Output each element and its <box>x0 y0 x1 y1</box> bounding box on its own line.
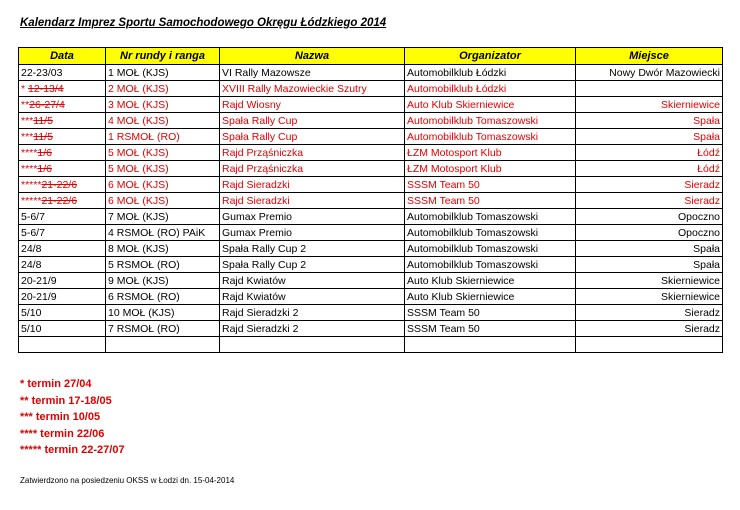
cell-place: Spała <box>576 257 723 273</box>
cell-organizer: SSSM Team 50 <box>405 177 576 193</box>
cell-round: 10 MOŁ (KJS) <box>106 305 220 321</box>
cell-round: 7 RSMOŁ (RO) <box>106 321 220 337</box>
table-row <box>19 81 723 97</box>
cell-organizer: Automobilklub Tomaszowski <box>405 241 576 257</box>
table-row <box>19 225 723 241</box>
date-footnote-marker: ***** <box>21 194 42 207</box>
cell-organizer: SSSM Team 50 <box>405 305 576 321</box>
cell-round: 1 MOŁ (KJS) <box>106 65 220 81</box>
cell-date <box>19 81 106 97</box>
cell-name: Rajd Sieradzki <box>220 193 405 209</box>
cell-date <box>19 113 106 129</box>
legend-item: *** termin 10/05 <box>20 411 101 423</box>
cell-date <box>19 273 106 289</box>
cell-place: Sieradz <box>576 193 723 209</box>
date-footnote-marker: **** <box>21 146 38 159</box>
cell-round: 2 MOŁ (KJS) <box>106 81 220 97</box>
cell-name: Rajd Sieradzki 2 <box>220 305 405 321</box>
legend-item: ***** termin 22-27/07 <box>20 444 125 456</box>
cell-round: 7 MOŁ (KJS) <box>106 209 220 225</box>
cell-place: Opoczno <box>576 225 723 241</box>
approval-note: Zatwierdzono na posiedzeniu OKSS w Łodzi dn. 15-04-2014 <box>20 476 235 485</box>
cell-place: Łódź <box>576 145 723 161</box>
cell-name: Rajd Prząśniczka <box>220 145 405 161</box>
cell-name: Rajd Sieradzki <box>220 177 405 193</box>
cell-name: VI Rally Mazowsze <box>220 65 405 81</box>
cell-place: Sieradz <box>576 321 723 337</box>
empty-row <box>19 337 723 353</box>
empty-cell <box>576 337 723 353</box>
cell-place: Spała <box>576 129 723 145</box>
header-name: Nazwa <box>220 48 405 65</box>
date-value: 24/8 <box>21 258 42 271</box>
cell-organizer: Automobilklub Tomaszowski <box>405 209 576 225</box>
empty-cell <box>405 337 576 353</box>
cell-round: 6 MOŁ (KJS) <box>106 193 220 209</box>
table-row <box>19 241 723 257</box>
cell-organizer: ŁZM Motosport Klub <box>405 161 576 177</box>
date-value: 5-6/7 <box>21 226 45 239</box>
cell-organizer: Automobilklub Łódzki <box>405 81 576 97</box>
cell-organizer: Automobilklub Łódzki <box>405 65 576 81</box>
date-footnote-marker: *** <box>21 130 34 143</box>
cell-place: Sieradz <box>576 305 723 321</box>
cell-organizer: SSSM Team 50 <box>405 321 576 337</box>
date-value: 11/5 <box>33 130 53 143</box>
cell-date <box>19 193 106 209</box>
cell-round: 5 MOŁ (KJS) <box>106 145 220 161</box>
cell-place: Spała <box>576 241 723 257</box>
cell-round: 6 MOŁ (KJS) <box>106 177 220 193</box>
cell-name: Rajd Kwiatów <box>220 273 405 289</box>
cell-date <box>19 145 106 161</box>
cell-date <box>19 257 106 273</box>
cell-organizer: SSSM Team 50 <box>405 193 576 209</box>
date-value: 24/8 <box>21 242 42 255</box>
date-value: 12-13/4 <box>28 82 64 95</box>
cell-round: 4 MOŁ (KJS) <box>106 113 220 129</box>
cell-name: Rajd Sieradzki 2 <box>220 321 405 337</box>
cell-organizer: Automobilklub Tomaszowski <box>405 129 576 145</box>
date-value: 1/6 <box>37 162 52 175</box>
date-value: 26-27/4 <box>29 98 65 111</box>
cell-date <box>19 161 106 177</box>
legend-item: ** termin 17-18/05 <box>20 394 112 407</box>
date-value: 5/10 <box>21 306 42 319</box>
cell-round: 1 RSMOŁ (RO) <box>106 129 220 145</box>
date-footnote-marker: ** <box>21 98 30 111</box>
cell-name: Spała Rally Cup 2 <box>220 257 405 273</box>
legend-item: **** termin 22/06 <box>20 427 105 440</box>
table-row <box>19 289 723 305</box>
cell-round: 5 MOŁ (KJS) <box>106 161 220 177</box>
table-row <box>19 305 723 321</box>
table-row <box>19 129 723 145</box>
cell-round: 6 RSMOŁ (RO) <box>106 289 220 305</box>
cell-date <box>19 305 106 321</box>
table-row <box>19 321 723 337</box>
cell-round: 4 RSMOŁ (RO) PAiK <box>106 225 220 241</box>
cell-place: Spała <box>576 113 723 129</box>
cell-place: Łódź <box>576 161 723 177</box>
cell-name: Spała Rally Cup <box>220 129 405 145</box>
date-value: 21-22/6 <box>41 194 78 207</box>
cell-date <box>19 321 106 337</box>
cell-name: Spała Rally Cup <box>220 113 405 129</box>
cell-round: 9 MOŁ (KJS) <box>106 273 220 289</box>
cell-date <box>19 177 106 193</box>
header-date: Data <box>19 48 106 65</box>
cell-organizer: ŁZM Motosport Klub <box>405 145 576 161</box>
table-row <box>19 273 723 289</box>
table-row <box>19 193 723 209</box>
cell-round: 5 RSMOŁ (RO) <box>106 257 220 273</box>
table-row <box>19 113 723 129</box>
table-row <box>19 257 723 273</box>
cell-organizer: Auto Klub Skierniewice <box>405 289 576 305</box>
date-value: 11/5 <box>33 114 53 127</box>
table-row <box>19 97 723 113</box>
date-footnote-marker: *** <box>21 114 34 127</box>
table-header-row <box>19 48 723 65</box>
cell-place: Nowy Dwór Mazowiecki <box>576 65 723 81</box>
table-row <box>19 209 723 225</box>
empty-cell <box>220 337 405 353</box>
cell-name: Rajd Prząśniczka <box>220 161 405 177</box>
footnote-legend <box>20 376 125 459</box>
date-value: 5-6/7 <box>21 210 45 223</box>
cell-place: Sieradz <box>576 177 723 193</box>
cell-name: Spała Rally Cup 2 <box>220 241 405 257</box>
cell-name: XVIII Rally Mazowieckie Szutry <box>220 81 405 97</box>
document-title: Kalendarz Imprez Sportu Samochodowego Okręgu Łódzkiego 2014 <box>20 17 387 29</box>
header-place: Miejsce <box>576 48 723 65</box>
calendar-table <box>18 47 723 353</box>
cell-date <box>19 241 106 257</box>
table-row <box>19 65 723 81</box>
legend-item: * termin 27/04 <box>20 378 92 390</box>
empty-cell <box>19 337 106 353</box>
cell-organizer: Automobilklub Tomaszowski <box>405 113 576 129</box>
table-row <box>19 145 723 161</box>
cell-place: Skierniewice <box>576 97 723 113</box>
cell-date <box>19 65 106 81</box>
date-value: 20-21/9 <box>21 274 57 287</box>
date-footnote-marker: **** <box>21 162 38 175</box>
cell-name: Gumax Premio <box>220 225 405 241</box>
cell-round: 3 MOŁ (KJS) <box>106 97 220 113</box>
cell-place: Opoczno <box>576 209 723 225</box>
cell-place: Skierniewice <box>576 289 723 305</box>
cell-place: Skierniewice <box>576 273 723 289</box>
cell-organizer: Auto Klub Skierniewice <box>405 273 576 289</box>
cell-place <box>576 81 723 97</box>
date-value: 22-23/03 <box>21 66 63 79</box>
date-value: 1/6 <box>37 146 52 159</box>
cell-date <box>19 225 106 241</box>
cell-organizer: Automobilklub Tomaszowski <box>405 257 576 273</box>
cell-organizer: Automobilklub Tomaszowski <box>405 225 576 241</box>
cell-date <box>19 97 106 113</box>
cell-organizer: Auto Klub Skierniewice <box>405 97 576 113</box>
header-organizer: Organizator <box>405 48 576 65</box>
cell-round: 8 MOŁ (KJS) <box>106 241 220 257</box>
empty-cell <box>106 337 220 353</box>
date-footnote-marker: * <box>21 82 29 95</box>
date-footnote-marker: ***** <box>21 178 42 191</box>
date-value: 5/10 <box>21 322 42 335</box>
cell-date <box>19 129 106 145</box>
header-round: Nr rundy i ranga <box>106 48 220 65</box>
cell-date <box>19 289 106 305</box>
cell-name: Rajd Kwiatów <box>220 289 405 305</box>
cell-date <box>19 209 106 225</box>
table-row <box>19 161 723 177</box>
date-value: 20-21/9 <box>21 290 57 303</box>
table-row <box>19 177 723 193</box>
date-value: 21-22/6 <box>41 178 78 191</box>
cell-name: Rajd Wiosny <box>220 97 405 113</box>
cell-name: Gumax Premio <box>220 209 405 225</box>
